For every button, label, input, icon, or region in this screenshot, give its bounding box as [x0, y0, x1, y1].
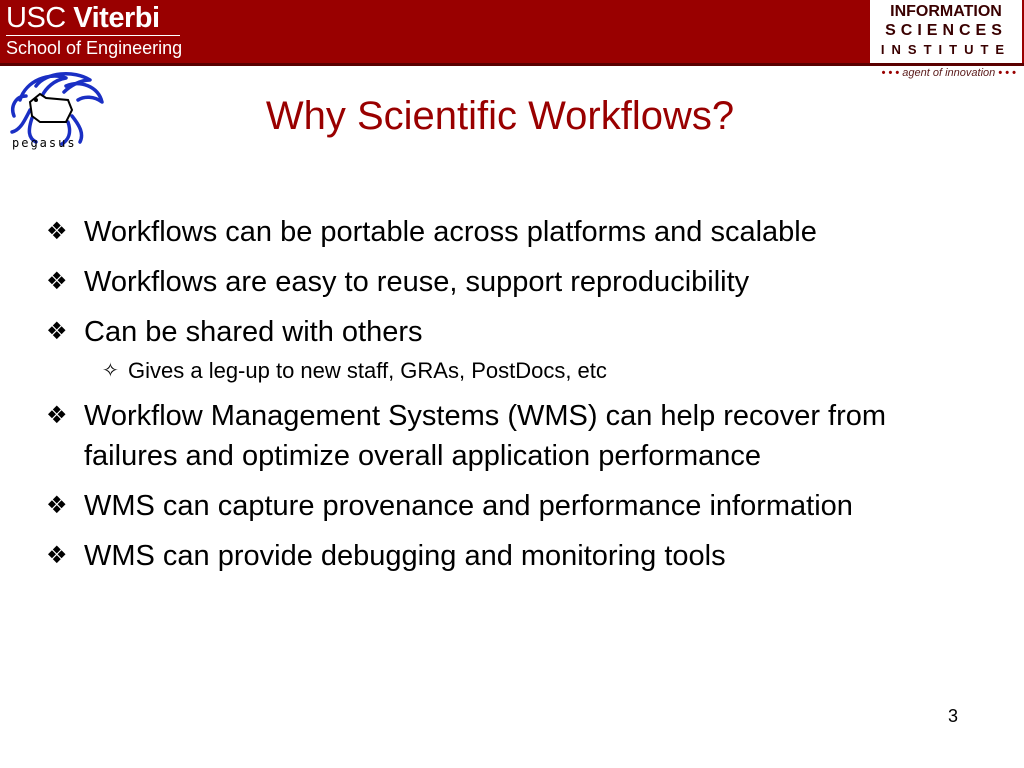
isi-line-3: INSTITUTE — [880, 42, 1012, 57]
bullet-text: Can be shared with others — [84, 316, 423, 348]
page-number: 3 — [948, 706, 959, 726]
diamond-bullet-icon: ❖ — [46, 268, 68, 295]
diamond-bullet-icon: ❖ — [46, 218, 68, 245]
bullet-item — [46, 486, 986, 526]
bullet-list — [46, 212, 986, 586]
diamond-bullet-icon: ❖ — [46, 318, 68, 345]
sub-bullet-text: Gives a leg-up to new staff, GRAs, PostDocs, etc — [128, 358, 607, 383]
diamond-bullet-icon: ❖ — [46, 402, 68, 429]
usc-wordmark: USC — [6, 2, 66, 34]
logo-rule — [6, 35, 180, 36]
pegasus-wordmark: pegasus — [12, 136, 77, 150]
slide-title — [0, 92, 1024, 140]
school-name: School of Engineering — [6, 38, 183, 58]
viterbi-wordmark: Viterbi — [73, 2, 160, 34]
bullet-text: Workflow Management Systems (WMS) can help recover from failures and optimize overall application performance — [84, 400, 887, 472]
slide-title-text: Why Scientific Workflows? — [265, 94, 735, 138]
tagline-dots-left: • • • — [881, 67, 900, 79]
sub-bullet-item — [46, 356, 986, 386]
bullet-item — [46, 312, 986, 352]
usc-viterbi-logo — [6, 2, 182, 58]
isi-line-2: SCIENCES — [885, 22, 1007, 39]
tagline-dots-right: • • • — [998, 67, 1016, 79]
bullet-item — [46, 396, 986, 476]
bullet-text: WMS can capture provenance and performance information — [84, 490, 853, 522]
diamond-bullet-icon: ❖ — [46, 492, 68, 519]
header-divider — [0, 63, 1024, 66]
star-bullet-icon: ✧ — [102, 360, 119, 382]
tagline-text: agent of innovation — [902, 67, 996, 79]
bullet-item — [46, 262, 986, 302]
isi-logo — [870, 0, 1022, 63]
bullet-item — [46, 536, 986, 576]
bullet-text: Workflows can be portable across platforms and scalable — [84, 216, 817, 248]
isi-tagline — [882, 67, 1016, 79]
diamond-bullet-icon: ❖ — [46, 542, 68, 569]
isi-line-1: INFORMATION — [890, 3, 1002, 20]
bullet-item — [46, 212, 986, 252]
bullet-text: Workflows are easy to reuse, support reproducibility — [84, 266, 750, 298]
bullet-text: WMS can provide debugging and monitoring tools — [84, 540, 726, 572]
